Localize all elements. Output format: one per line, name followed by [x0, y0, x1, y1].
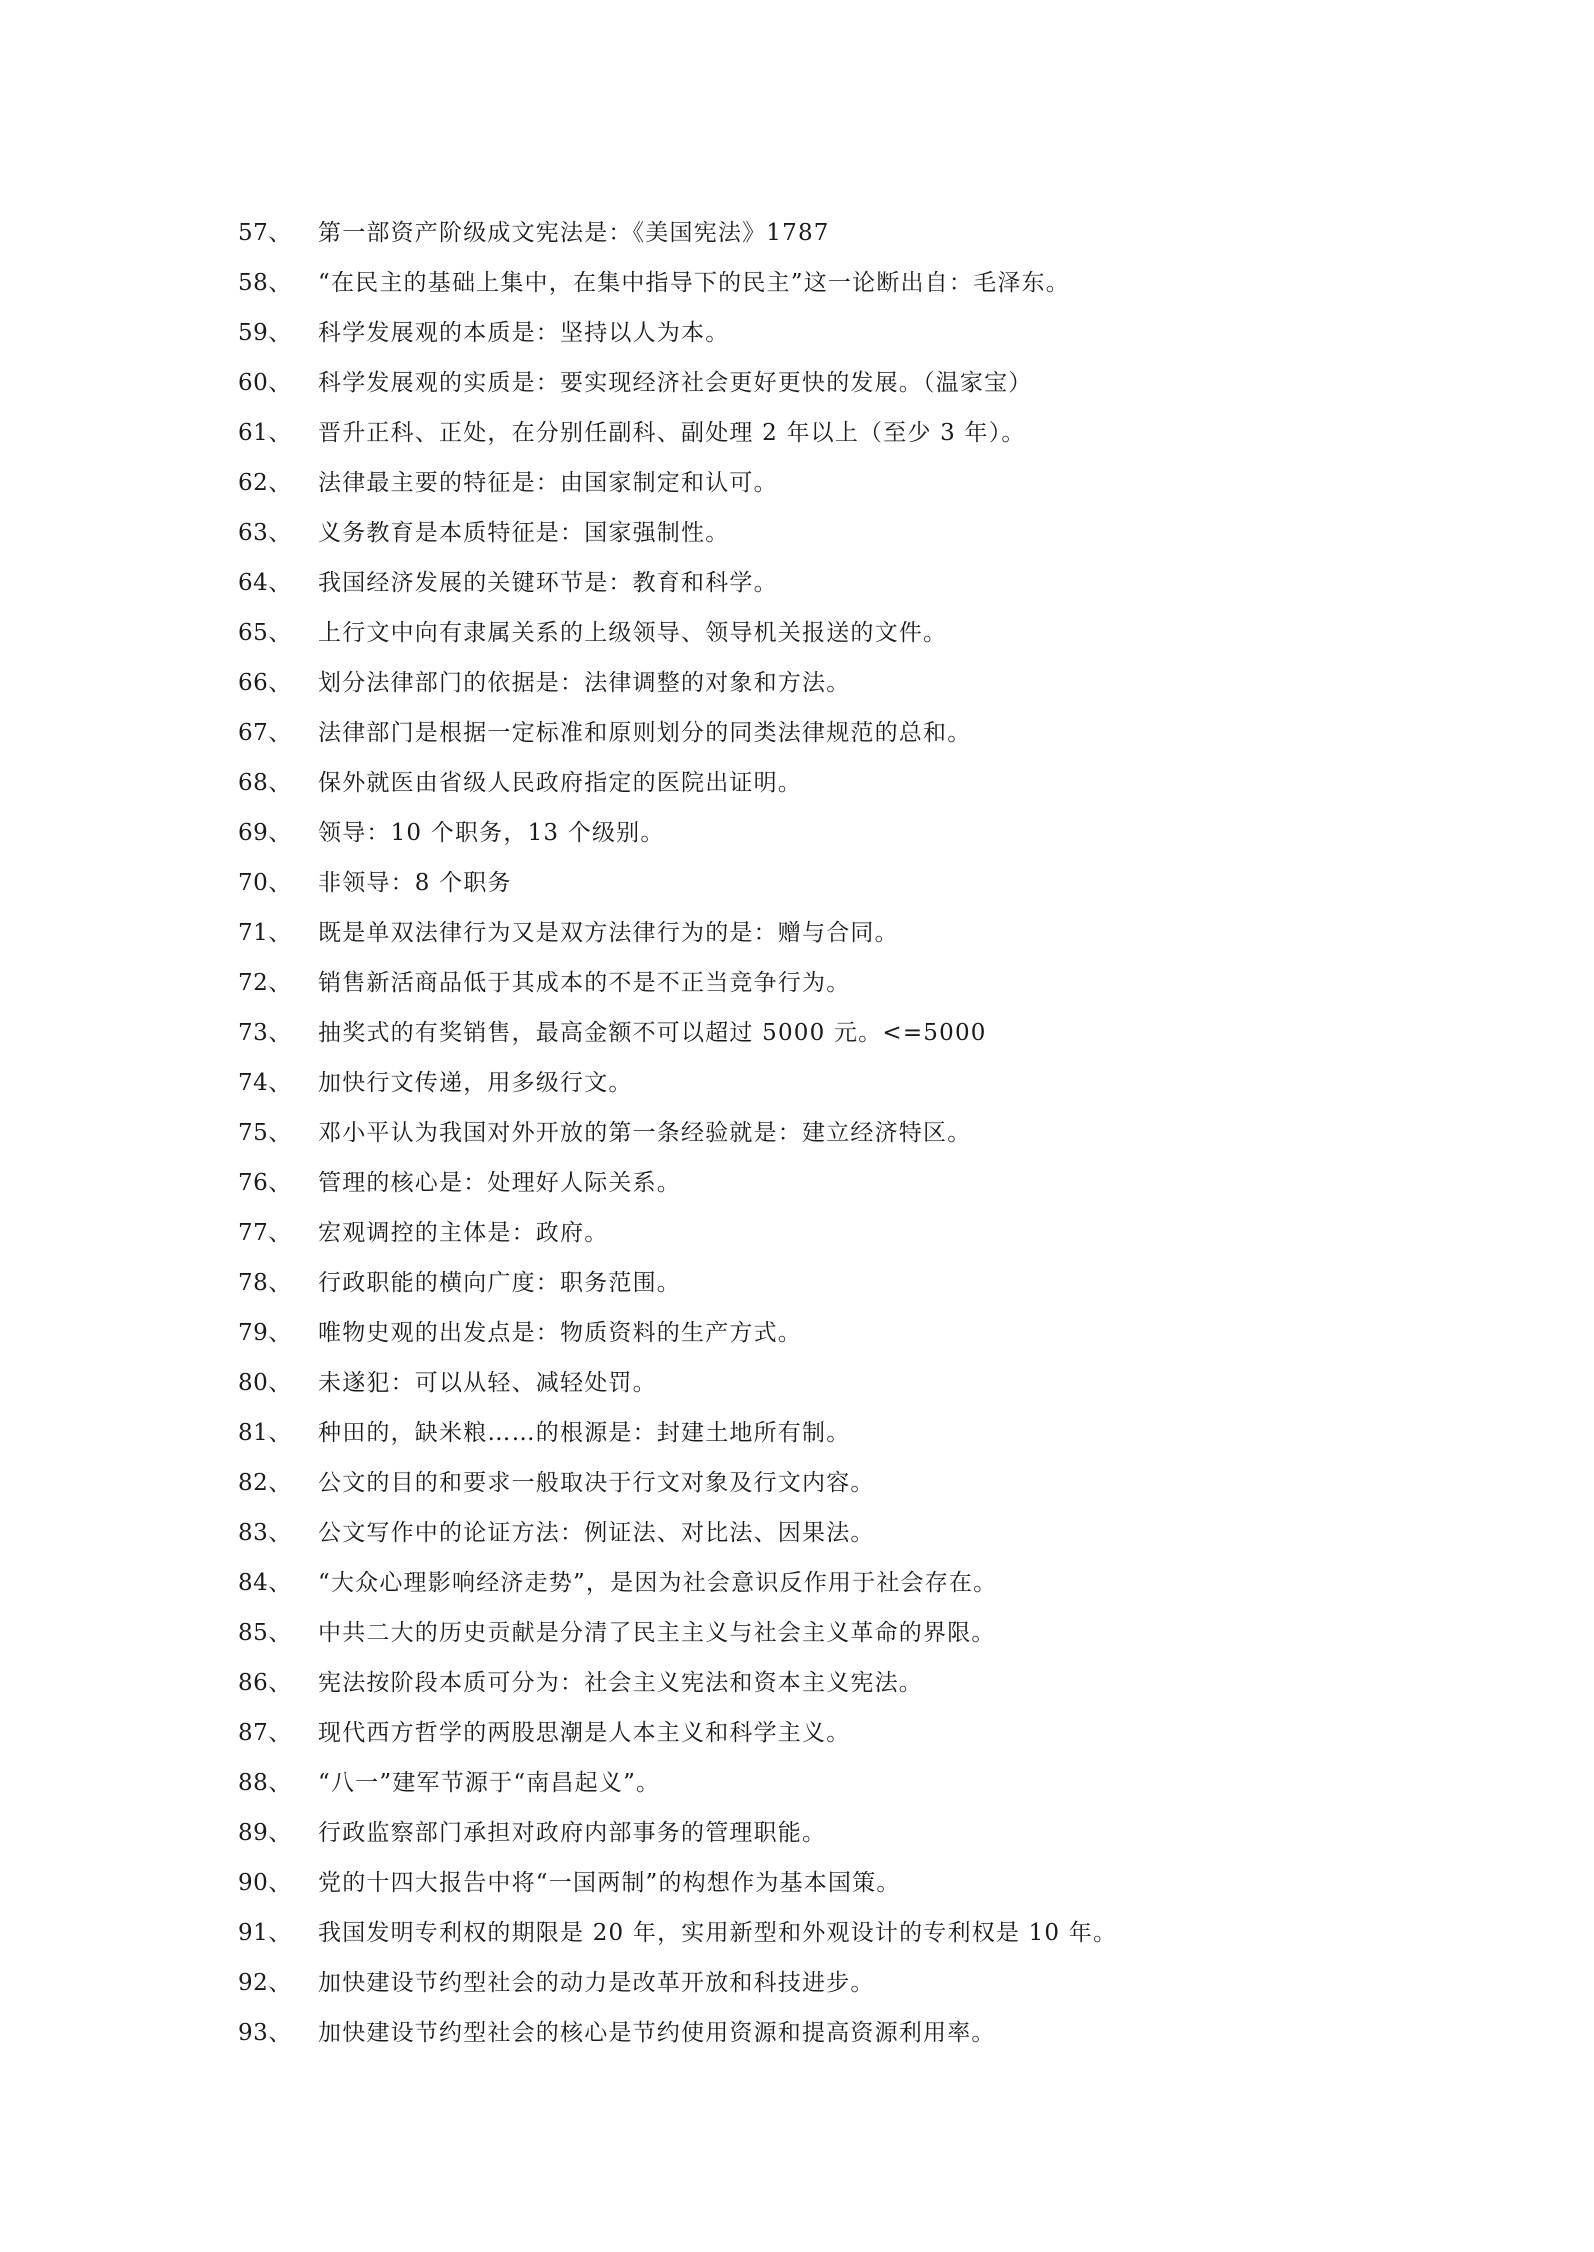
- item-number: 77、: [238, 1220, 292, 1246]
- item-text: 公文写作中的论证方法：例证法、对比法、因果法。: [318, 1520, 875, 1546]
- item-number: 63、: [238, 520, 292, 546]
- item-text: 保外就医由省级人民政府指定的医院出证明。: [318, 770, 802, 796]
- list-item: [238, 1408, 1398, 1458]
- list-item: [238, 1608, 1398, 1658]
- item-number: 57、: [238, 220, 292, 246]
- item-number: 86、: [238, 1670, 292, 1696]
- item-number: 80、: [238, 1370, 292, 1396]
- list-item: [238, 1808, 1398, 1858]
- item-number: 78、: [238, 1270, 292, 1296]
- list-item: [238, 1858, 1398, 1908]
- item-number: 61、: [238, 420, 292, 446]
- list-item: [238, 1458, 1398, 1508]
- item-number: 90、: [238, 1870, 292, 1896]
- item-number: 59、: [238, 320, 292, 346]
- item-text: 法律最主要的特征是：由国家制定和认可。: [318, 470, 778, 496]
- list-item: [238, 558, 1398, 608]
- item-number: 82、: [238, 1470, 292, 1496]
- item-number: 89、: [238, 1820, 292, 1846]
- list-item: [238, 1208, 1398, 1258]
- item-text: 我国经济发展的关键环节是：教育和科学。: [318, 570, 778, 596]
- list-item: [238, 808, 1398, 858]
- list-item: [238, 1758, 1398, 1808]
- list-item: [238, 708, 1398, 758]
- item-text: 未遂犯：可以从轻、减轻处罚。: [318, 1370, 657, 1396]
- list-item: [238, 358, 1398, 408]
- item-number: 69、: [238, 820, 292, 846]
- item-text: 宪法按阶段本质可分为：社会主义宪法和资本主义宪法。: [318, 1670, 923, 1696]
- item-text: “在民主的基础上集中，在集中指导下的民主”这一论断出自：毛泽东。: [318, 270, 1070, 296]
- item-number: 88、: [238, 1770, 292, 1796]
- item-text: 加快建设节约型社会的动力是改革开放和科技进步。: [318, 1970, 875, 1996]
- list-item: [238, 1108, 1398, 1158]
- item-text: 党的十四大报告中将“一国两制”的构想作为基本国策。: [318, 1870, 901, 1896]
- list-item: [238, 408, 1398, 458]
- item-number: 70、: [238, 870, 292, 896]
- item-number: 84、: [238, 1570, 292, 1596]
- item-text: 划分法律部门的依据是：法律调整的对象和方法。: [318, 670, 851, 696]
- item-number: 87、: [238, 1720, 292, 1746]
- list-item: [238, 1308, 1398, 1358]
- item-text: 第一部资产阶级成文宪法是：《美国宪法》1787: [318, 220, 830, 246]
- list-item: [238, 2008, 1398, 2058]
- item-text: 管理的核心是：处理好人际关系。: [318, 1170, 681, 1196]
- item-text: 邓小平认为我国对外开放的第一条经验就是：建立经济特区。: [318, 1120, 972, 1146]
- list-item: [238, 308, 1398, 358]
- item-number: 71、: [238, 920, 292, 946]
- item-text: 行政职能的横向广度：职务范围。: [318, 1270, 681, 1296]
- list-item: [238, 208, 1398, 258]
- numbered-list: [238, 208, 1398, 2058]
- item-text: 领导：10 个职务，13 个级别。: [318, 820, 665, 846]
- list-item: [238, 858, 1398, 908]
- item-text: 上行文中向有隶属关系的上级领导、领导机关报送的文件。: [318, 620, 948, 646]
- item-number: 66、: [238, 670, 292, 696]
- list-item: [238, 1058, 1398, 1108]
- list-item: [238, 958, 1398, 1008]
- list-item: [238, 658, 1398, 708]
- list-item: [238, 258, 1398, 308]
- list-item: [238, 1158, 1398, 1208]
- item-number: 73、: [238, 1020, 292, 1046]
- list-item: [238, 1558, 1398, 1608]
- item-number: 72、: [238, 970, 292, 996]
- item-text: 科学发展观的本质是：坚持以人为本。: [318, 320, 730, 346]
- item-number: 93、: [238, 2020, 292, 2046]
- list-item: [238, 608, 1398, 658]
- item-number: 62、: [238, 470, 292, 496]
- item-text: 公文的目的和要求一般取决于行文对象及行文内容。: [318, 1470, 875, 1496]
- item-text: 义务教育是本质特征是：国家强制性。: [318, 520, 730, 546]
- item-number: 79、: [238, 1320, 292, 1346]
- item-number: 64、: [238, 570, 292, 596]
- item-text: 中共二大的历史贡献是分清了民主主义与社会主义革命的界限。: [318, 1620, 996, 1646]
- item-text: 加快行文传递，用多级行文。: [318, 1070, 633, 1096]
- item-number: 85、: [238, 1620, 292, 1646]
- item-text: 种田的，缺米粮……的根源是：封建土地所有制。: [318, 1420, 851, 1446]
- item-text: 宏观调控的主体是：政府。: [318, 1220, 609, 1246]
- item-number: 76、: [238, 1170, 292, 1196]
- item-text: 法律部门是根据一定标准和原则划分的同类法律规范的总和。: [318, 720, 972, 746]
- item-number: 65、: [238, 620, 292, 646]
- item-number: 74、: [238, 1070, 292, 1096]
- list-item: [238, 1358, 1398, 1408]
- item-number: 75、: [238, 1120, 292, 1146]
- item-number: 67、: [238, 720, 292, 746]
- item-text: 科学发展观的实质是：要实现经济社会更好更快的发展。（温家宝）: [318, 370, 1033, 396]
- list-item: [238, 1008, 1398, 1058]
- item-text: “八一”建军节源于“南昌起义”。: [318, 1770, 661, 1796]
- item-number: 68、: [238, 770, 292, 796]
- list-item: [238, 1708, 1398, 1758]
- item-number: 91、: [238, 1920, 292, 1946]
- item-number: 92、: [238, 1970, 292, 1996]
- item-number: 60、: [238, 370, 292, 396]
- item-text: 既是单双法律行为又是双方法律行为的是：赠与合同。: [318, 920, 899, 946]
- list-item: [238, 1658, 1398, 1708]
- item-text: 晋升正科、正处，在分别任副科、副处理 2 年以上（至少 3 年）。: [318, 420, 1026, 446]
- list-item: [238, 1508, 1398, 1558]
- list-item: [238, 908, 1398, 958]
- list-item: [238, 758, 1398, 808]
- item-number: 83、: [238, 1520, 292, 1546]
- item-text: 现代西方哲学的两股思潮是人本主义和科学主义。: [318, 1720, 851, 1746]
- item-text: 唯物史观的出发点是：物质资料的生产方式。: [318, 1320, 802, 1346]
- list-item: [238, 1258, 1398, 1308]
- list-item: [238, 1908, 1398, 1958]
- item-text: 我国发明专利权的期限是 20 年，实用新型和外观设计的专利权是 10 年。: [318, 1920, 1118, 1946]
- item-text: “大众心理影响经济走势”，是因为社会意识反作用于社会存在。: [318, 1570, 998, 1596]
- list-item: [238, 458, 1398, 508]
- item-text: 抽奖式的有奖销售，最高金额不可以超过 5000 元。<=5000: [318, 1020, 987, 1046]
- list-item: [238, 1958, 1398, 2008]
- list-item: [238, 508, 1398, 558]
- item-text: 行政监察部门承担对政府内部事务的管理职能。: [318, 1820, 827, 1846]
- item-number: 81、: [238, 1420, 292, 1446]
- item-text: 销售新活商品低于其成本的不是不正当竞争行为。: [318, 970, 851, 996]
- item-text: 加快建设节约型社会的核心是节约使用资源和提高资源利用率。: [318, 2020, 996, 2046]
- item-number: 58、: [238, 270, 292, 296]
- item-text: 非领导：8 个职务: [318, 870, 512, 896]
